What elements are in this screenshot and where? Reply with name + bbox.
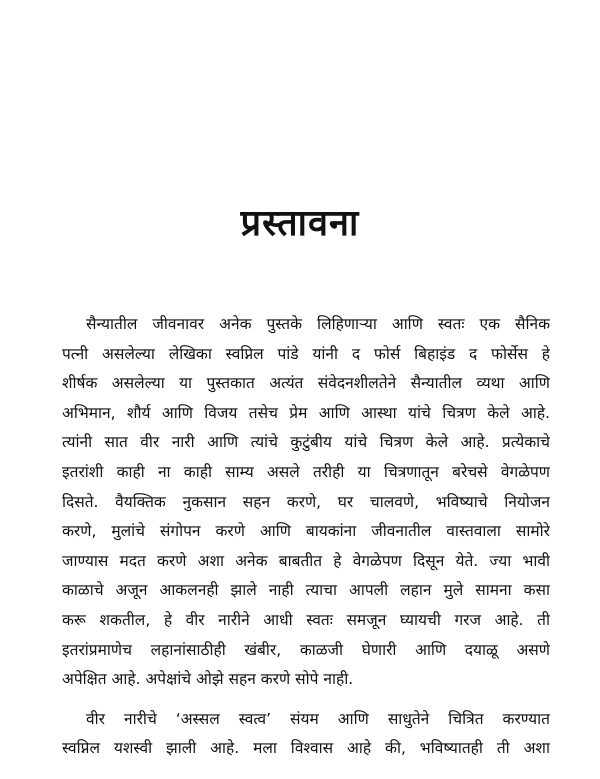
text-line: इतरांप्रमाणेच लहानांसाठीही खंबीर, काळजी घेणारी आणि दयाळू असणे xyxy=(62,640,550,659)
text-line: पत्नी असलेल्या लेखिका स्वप्निल पांडे यांनी द फोर्स बिहाइंड द फोर्सेस हे xyxy=(62,344,550,363)
text-line: सैन्यातील जीवनावर अनेक पुस्तके लिहिणाऱ्या आणि स्वतः एक सैनिक xyxy=(86,315,550,333)
text-line: जाण्यास मदत करणे अशा अनेक बाबतीत हे वेगळेपण दिसून येते. ज्या भावी xyxy=(62,551,550,570)
text-line: दिसते. वैयक्तिक नुकसान सहन करणे, घर चालवणे, भविष्याचे नियोजन xyxy=(62,492,550,511)
text-line: इतरांशी काही ना काही साम्य असले तरीही या चित्रणातून बरेचसे वेगळेपण xyxy=(62,462,550,481)
body-text xyxy=(62,310,550,764)
text-line: काळाचे अजून आकलनही झाले नाही त्याचा आपली लहान मुले सामना कसा xyxy=(62,581,550,600)
paragraph-gap xyxy=(62,695,550,705)
text-line: अपेक्षित आहे. अपेक्षांचे ओझे सहन करणे सोपे नाही. xyxy=(62,670,354,689)
text-line: शीर्षक असलेल्या या पुस्तकात अत्यंत संवेदनशीलतेने सैन्यातील व्यथा आणि xyxy=(62,374,550,393)
page-title: प्रस्तावना xyxy=(240,203,360,244)
text-line: करणे, मुलांचे संगोपन करणे आणि बायकांना जीवनातील वास्तवाला सामोरे xyxy=(62,522,550,541)
text-line: वीर नारीचे ‘अस्सल स्वत्व’ संयम आणि साधुतेने चित्रित करण्यात xyxy=(86,709,550,728)
text-line: करू शकतील, हे वीर नारीने आधी स्वतः समजून घ्यायची गरज आहे. ती xyxy=(62,610,550,629)
text-line: अभिमान, शौर्य आणि विजय तसेच प्रेम आणि आस्था यांचे चित्रण केले आहे. xyxy=(62,403,550,422)
text-line: स्वप्निल यशस्वी झाली आहे. मला विश्वास आहे की, भविष्यातही ती अशा xyxy=(62,739,550,758)
text-line: त्यांनी सात वीर नारी आणि त्यांचे कुटुंबीय यांचे चित्रण केले आहे. प्रत्येकाचे xyxy=(62,433,550,452)
